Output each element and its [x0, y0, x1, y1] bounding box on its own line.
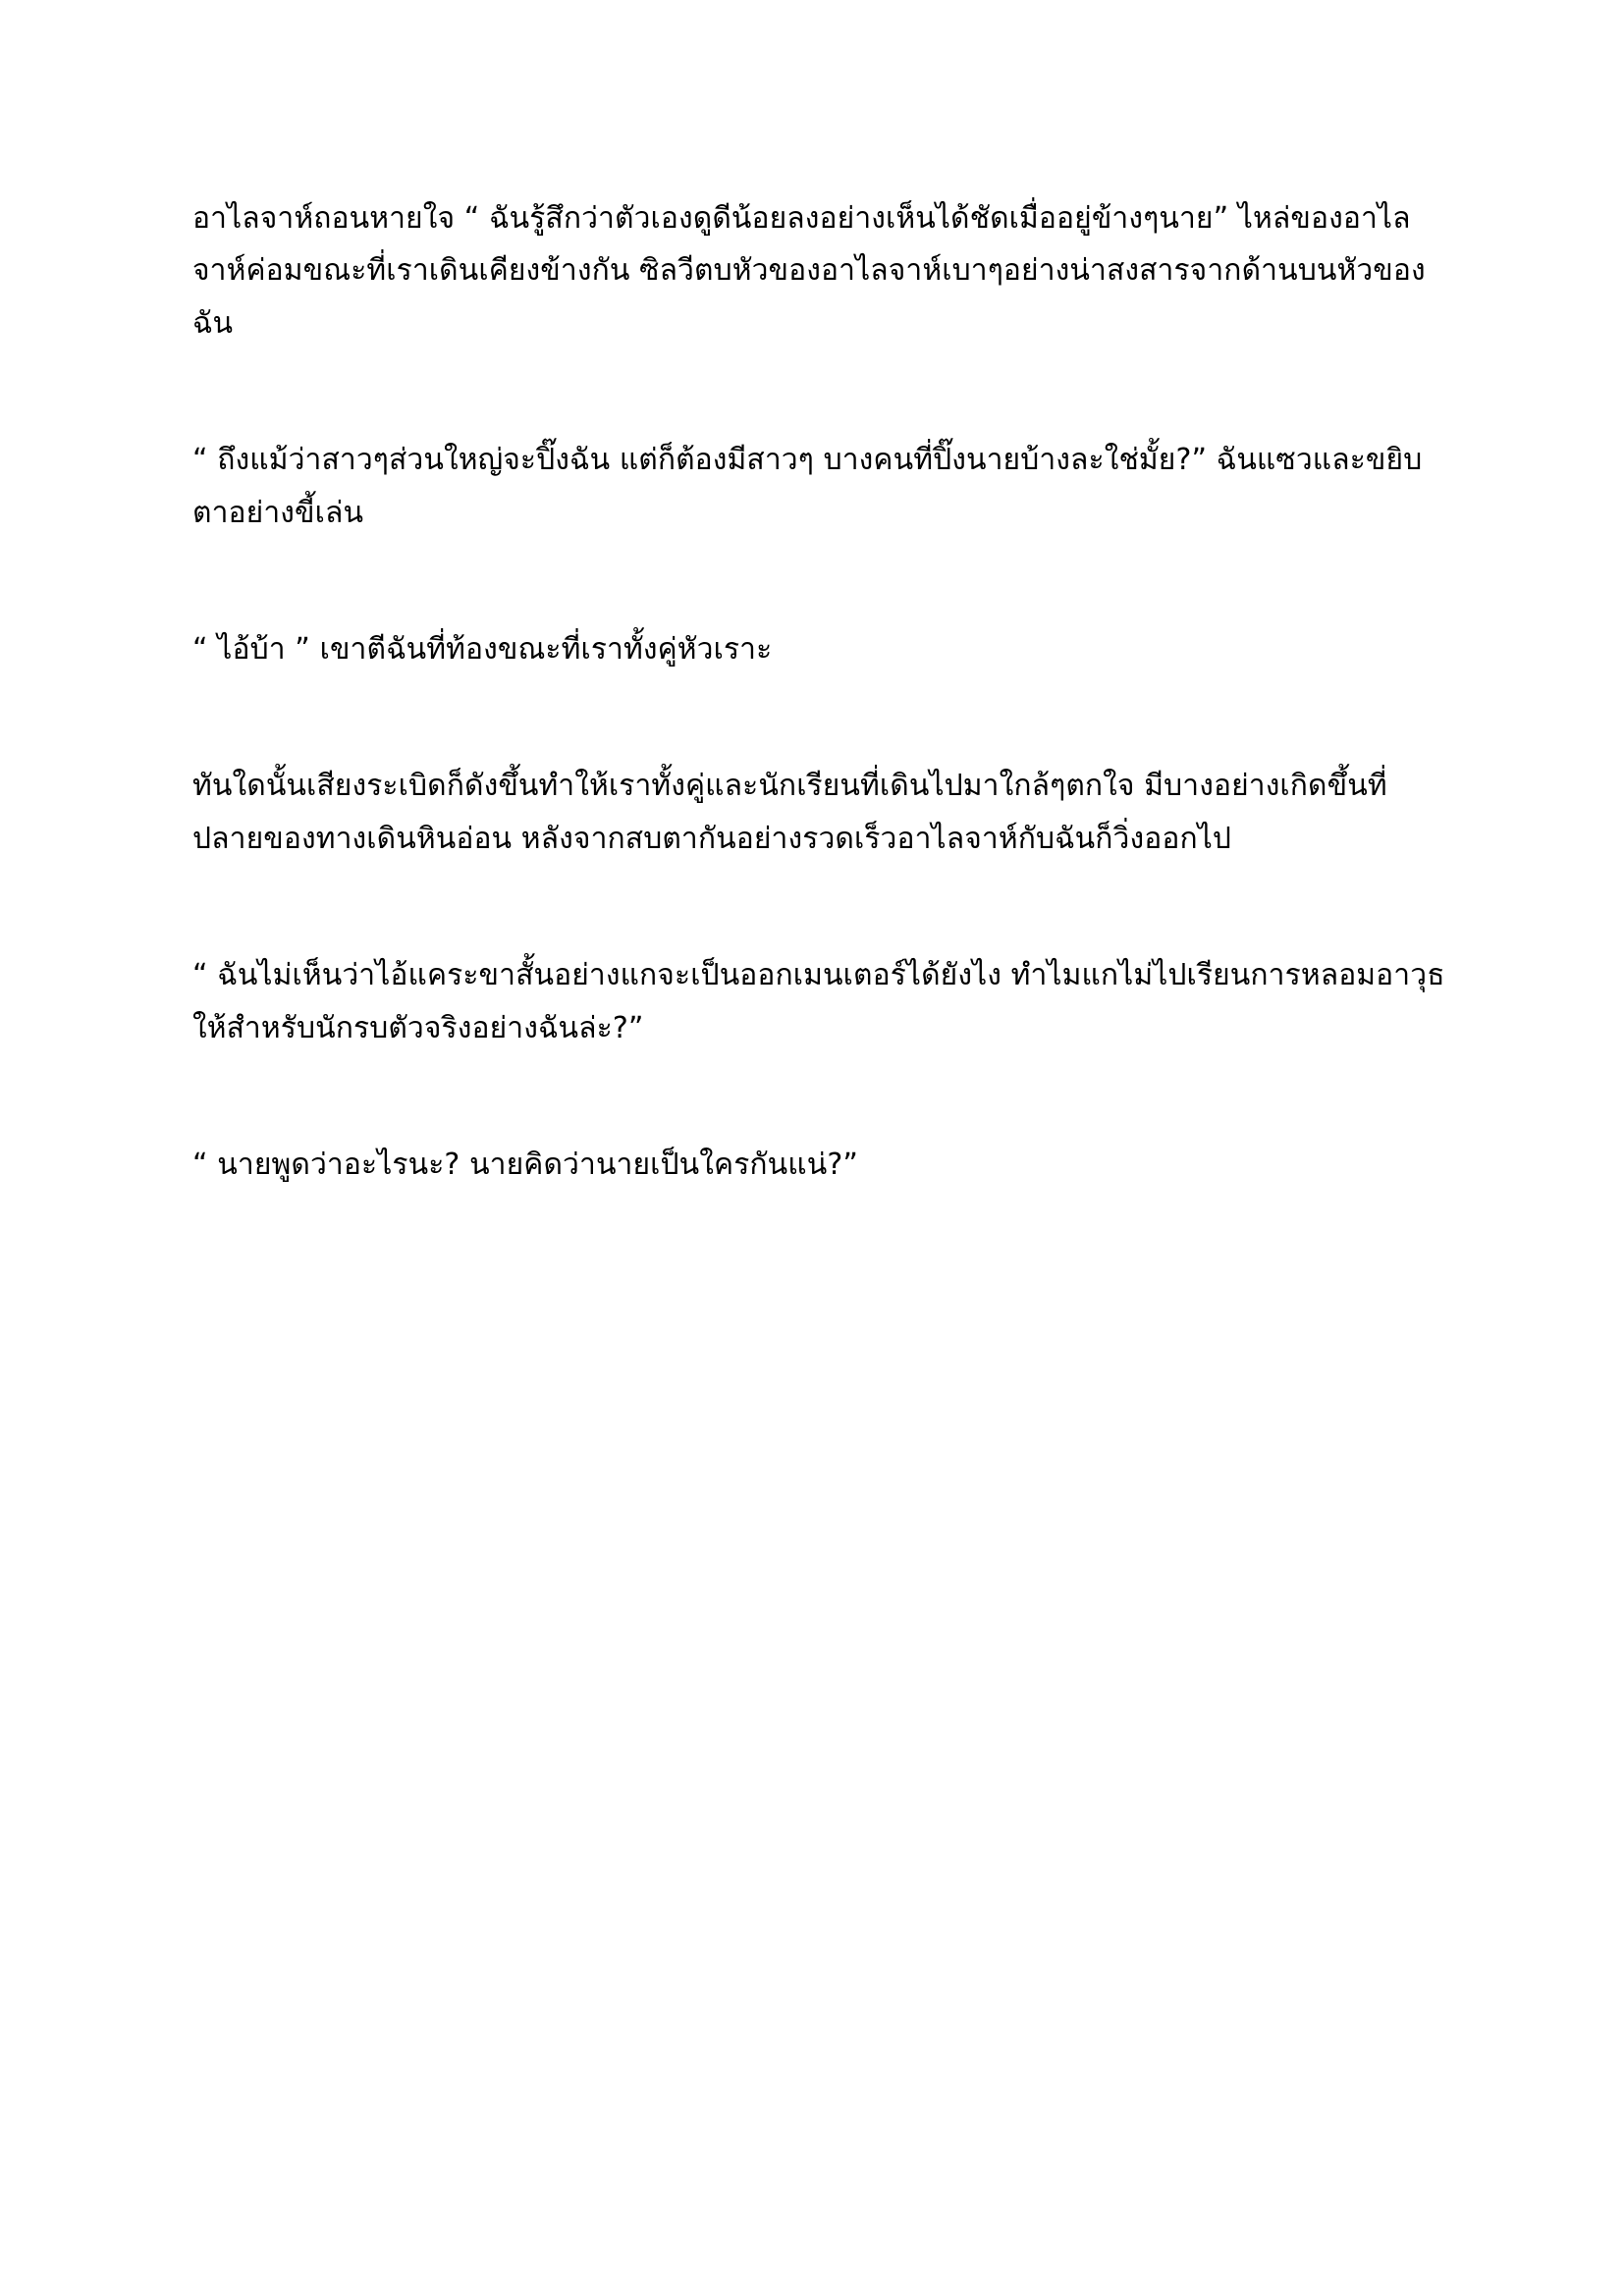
- paragraph: “ นายพูดว่าอะไรนะ? นายคิดว่านายเป็นใครกันแน่?”: [192, 1147, 858, 1182]
- paragraph: อาไลจาห์ถอนหายใจ “ ฉันรู้สึกว่าตัวเองดูดีน้อยลงอย่างเห็นได้ชัดเมื่ออยู่ข้างๆนาย” ไหล่ของอาไลจาห์ค่อมขณะที่เราเดินเคียงข้างกัน ซิลวีตบหัวของอาไลจาห์เบาๆอย่างน่าสงสารจากด้านบนหัวของฉัน: [192, 201, 1426, 341]
- paragraph: “ ฉันไม่เห็นว่าไอ้แคระขาสั้นอย่างแกจะเป็นออกเมนเตอร์ได้ยังไง ทำไมแกไม่ไปเรียนการหลอมอาวุธให้สำหรับนักรบตัวจริงอย่างฉันล่ะ?”: [192, 958, 1445, 1045]
- paragraph: ทันใดนั้นเสียงระเบิดก็ดังขึ้นทำให้เราทั้งคู่และนักเรียนที่เดินไปมาใกล้ๆตกใจ มีบางอย่างเกิดขึ้นที่ปลายของทางเดินหินอ่อน หลังจากสบตากันอย่างรวดเร็วอาไลจาห์กับฉันก็วิ่งออกไป: [192, 769, 1387, 856]
- paragraph: “ ไอ้บ้า ” เขาตีฉันที่ท้องขณะที่เราทั้งคู่หัวเราะ: [192, 631, 773, 667]
- document-body: [192, 192, 1449, 1191]
- paragraph: “ ถึงแม้ว่าสาวๆส่วนใหญ่จะปิ๊งฉัน แต่ก็ต้องมีสาวๆ บางคนที่ปิ๊งนายบ้างละใช่มั้ย?” ฉันแซวและขยิบตาอย่างขี้เล่น: [192, 443, 1423, 530]
